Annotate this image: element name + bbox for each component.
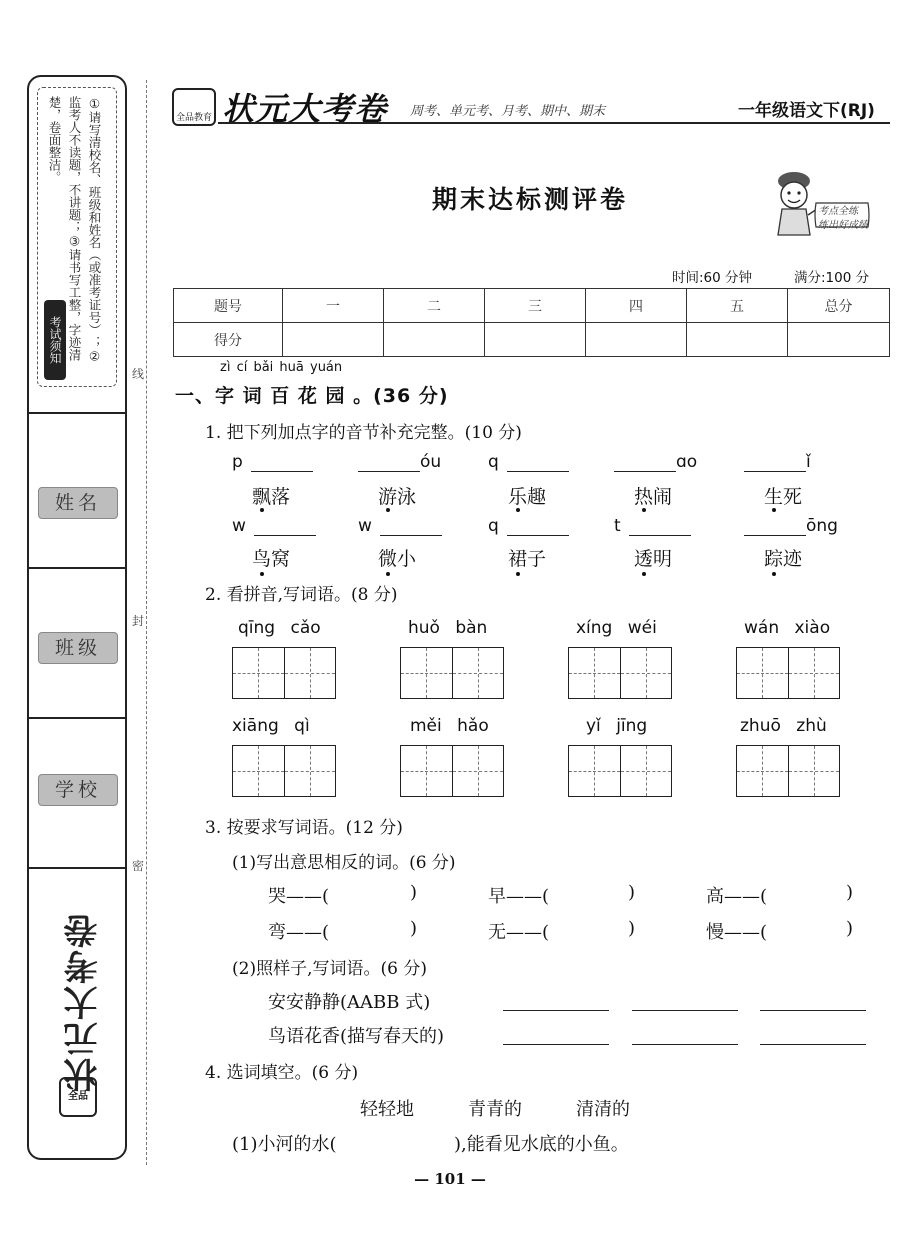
- close-paren: ): [628, 918, 636, 939]
- pinyin-label: měi hǎo: [410, 716, 489, 736]
- answer-line[interactable]: [760, 1044, 866, 1045]
- mascot-caption-line: 练出好成绩: [818, 220, 868, 231]
- divider: [29, 717, 125, 719]
- chinese-word: 乐趣: [508, 486, 547, 508]
- binding-column: [27, 75, 127, 1160]
- emphasis-dot: [386, 508, 390, 512]
- close-paren: ): [846, 918, 854, 939]
- header-rule: [218, 122, 890, 124]
- answer-blank[interactable]: [614, 453, 676, 472]
- syllable-suffix: ɑo: [676, 452, 698, 472]
- emphasis-dot: [516, 508, 520, 512]
- cut-char-mi: 密: [132, 859, 145, 873]
- emphasis-dot: [260, 508, 264, 512]
- fill-sentence-start: (1)小河的水(: [232, 1134, 337, 1155]
- answer-line[interactable]: [632, 1010, 738, 1011]
- writing-grid[interactable]: [568, 745, 672, 797]
- close-paren: ): [628, 882, 636, 903]
- chinese-word: 微小: [378, 548, 417, 570]
- chinese-word: 裙子: [508, 548, 547, 570]
- publisher-logo-icon: 全品: [59, 1077, 97, 1117]
- page-title: 期末达标测评卷: [431, 185, 628, 214]
- pinyin-label: yǐ jīng: [586, 716, 648, 736]
- syllable-blank[interactable]: [488, 452, 569, 472]
- answer-blank[interactable]: [629, 517, 691, 536]
- syllable-prefix: w: [358, 516, 372, 536]
- pattern-example: 安安静静(AABB 式): [268, 992, 431, 1013]
- mascot-caption-line: 考点全练: [818, 206, 858, 217]
- chinese-word: 游泳: [378, 486, 417, 508]
- question-1-prompt: 1. 把下列加点字的音节补充完整。(10 分): [205, 423, 522, 443]
- syllable-blank[interactable]: [232, 452, 313, 472]
- word-option: 青青的: [468, 1099, 522, 1120]
- table-row: [174, 323, 890, 357]
- antonym-item: 早——(: [488, 886, 550, 907]
- syllable-blank[interactable]: [488, 516, 569, 536]
- table-cell: 题号: [174, 289, 283, 323]
- side-brand-logo: 状元大考卷: [64, 912, 104, 1092]
- section-pinyin: zì cí bǎi huā yuán: [220, 360, 343, 375]
- writing-grid[interactable]: [568, 647, 672, 699]
- exam-notice-title: 考试须知: [44, 300, 66, 380]
- chinese-word: 鸟窝: [252, 548, 291, 570]
- syllable-prefix: t: [614, 516, 621, 536]
- emphasis-dot: [642, 572, 646, 576]
- syllable-suffix: óu: [420, 452, 442, 472]
- antonym-item: 慢——(: [706, 922, 768, 943]
- section-title: 一、字 词 百 花 园 。(36 分): [175, 385, 449, 407]
- syllable-blank[interactable]: [614, 452, 697, 472]
- pattern-example: 鸟语花香(描写春天的): [268, 1026, 445, 1047]
- chinese-word: 飘落: [252, 486, 291, 508]
- close-paren: ): [410, 882, 418, 903]
- syllable-prefix: w: [232, 516, 246, 536]
- answer-blank[interactable]: [744, 453, 806, 472]
- cut-char-xian: 线: [132, 367, 145, 381]
- answer-line[interactable]: [760, 1010, 866, 1011]
- table-cell: 四: [586, 289, 687, 323]
- answer-blank[interactable]: [251, 453, 313, 472]
- page-number: — 101 —: [414, 1170, 486, 1188]
- answer-blank[interactable]: [254, 517, 316, 536]
- word-option: 清清的: [576, 1099, 630, 1120]
- answer-blank[interactable]: [744, 517, 806, 536]
- answer-line[interactable]: [632, 1044, 738, 1045]
- exam-types: 周考、单元考、月考、期中、期末: [410, 104, 606, 119]
- pinyin-label: huǒ bàn: [408, 618, 488, 638]
- table-cell: 五: [687, 289, 788, 323]
- divider: [29, 567, 125, 569]
- question-4-prompt: 4. 选词填空。(6 分): [205, 1063, 359, 1083]
- score-input-cell[interactable]: [788, 323, 890, 357]
- table-cell: 二: [384, 289, 485, 323]
- answer-blank[interactable]: [358, 453, 420, 472]
- syllable-blank[interactable]: [232, 516, 316, 536]
- grade-label: 一年级语文下(RJ): [738, 101, 875, 121]
- school-label: 学校: [38, 774, 118, 806]
- syllable-blank[interactable]: [614, 516, 691, 536]
- writing-grid[interactable]: [400, 647, 504, 699]
- mascot-caption: [818, 205, 868, 233]
- exam-notice-text: ①请写清校名、班级和姓名（或准考证号）；②监考人不读题，不讲题；③请书写工整，字迹清楚，卷面整洁。: [47, 96, 102, 364]
- emphasis-dot: [642, 508, 646, 512]
- pinyin-label: xiāng qì: [232, 716, 310, 736]
- table-row: [174, 289, 890, 323]
- syllable-blank[interactable]: [358, 452, 441, 472]
- score-input-cell[interactable]: [384, 323, 485, 357]
- emphasis-dot: [772, 572, 776, 576]
- syllable-suffix: ǐ: [806, 452, 811, 472]
- chinese-word: 生死: [764, 486, 803, 508]
- score-table: [173, 288, 890, 357]
- antonym-item: 无——(: [488, 922, 550, 943]
- writing-grid[interactable]: [232, 745, 336, 797]
- syllable-blank[interactable]: [744, 452, 811, 472]
- pinyin-label: qīng cǎo: [238, 618, 321, 638]
- writing-grid[interactable]: [232, 647, 336, 699]
- answer-blank[interactable]: [380, 517, 442, 536]
- word-option: 轻轻地: [360, 1099, 414, 1120]
- emphasis-dot: [386, 572, 390, 576]
- answer-blank[interactable]: [507, 453, 569, 472]
- antonym-item: 弯——(: [268, 922, 330, 943]
- question-3-sub2: (2)照样子,写词语。(6 分): [232, 959, 427, 979]
- brand-logo: 状元大考卷: [222, 90, 388, 128]
- cut-line: [146, 80, 147, 1165]
- cut-char-feng: 封: [132, 614, 145, 628]
- close-paren: ): [410, 918, 418, 939]
- fill-sentence-end: ),能看见水底的小鱼。: [454, 1134, 629, 1155]
- antonym-item: 高——(: [706, 886, 768, 907]
- answer-blank[interactable]: [507, 517, 569, 536]
- answer-line[interactable]: [503, 1010, 609, 1011]
- table-cell: 三: [485, 289, 586, 323]
- syllable-prefix: p: [232, 452, 243, 472]
- score-input-cell[interactable]: [485, 323, 586, 357]
- writing-grid[interactable]: [400, 745, 504, 797]
- syllable-prefix: q: [488, 452, 499, 472]
- syllable-blank[interactable]: [744, 516, 838, 536]
- writing-grid[interactable]: [736, 745, 840, 797]
- emphasis-dot: [260, 572, 264, 576]
- divider: [29, 867, 125, 869]
- question-3-prompt: 3. 按要求写词语。(12 分): [205, 818, 403, 838]
- question-3-sub1: (1)写出意思相反的词。(6 分): [232, 853, 456, 873]
- exam-notice: [37, 87, 117, 387]
- score-input-cell[interactable]: [586, 323, 687, 357]
- table-cell: 得分: [174, 323, 283, 357]
- pinyin-label: xíng wéi: [576, 618, 657, 638]
- divider: [29, 412, 125, 414]
- exam-time: 时间:60 分钟: [672, 270, 753, 286]
- writing-grid[interactable]: [736, 647, 840, 699]
- name-label: 姓名: [38, 487, 118, 519]
- chinese-word: 踪迹: [764, 548, 803, 570]
- syllable-suffix: ōng: [806, 516, 838, 536]
- score-input-cell[interactable]: [687, 323, 788, 357]
- chinese-word: 热闹: [634, 486, 673, 508]
- class-label: 班级: [38, 632, 118, 664]
- close-paren: ): [846, 882, 854, 903]
- score-input-cell[interactable]: [283, 323, 384, 357]
- table-cell: 总分: [788, 289, 890, 323]
- emphasis-dot: [772, 508, 776, 512]
- answer-line[interactable]: [503, 1044, 609, 1045]
- emphasis-dot: [516, 572, 520, 576]
- pinyin-label: wán xiào: [744, 618, 831, 638]
- pinyin-label: zhuō zhù: [740, 716, 827, 736]
- chinese-word: 透明: [634, 548, 673, 570]
- table-cell: 一: [283, 289, 384, 323]
- antonym-item: 哭——(: [268, 886, 330, 907]
- syllable-blank[interactable]: [358, 516, 442, 536]
- question-2-prompt: 2. 看拼音,写词语。(8 分): [205, 585, 398, 605]
- full-score: 满分:100 分: [794, 270, 870, 286]
- syllable-prefix: q: [488, 516, 499, 536]
- publisher-logo-icon: 全品教育: [172, 88, 216, 126]
